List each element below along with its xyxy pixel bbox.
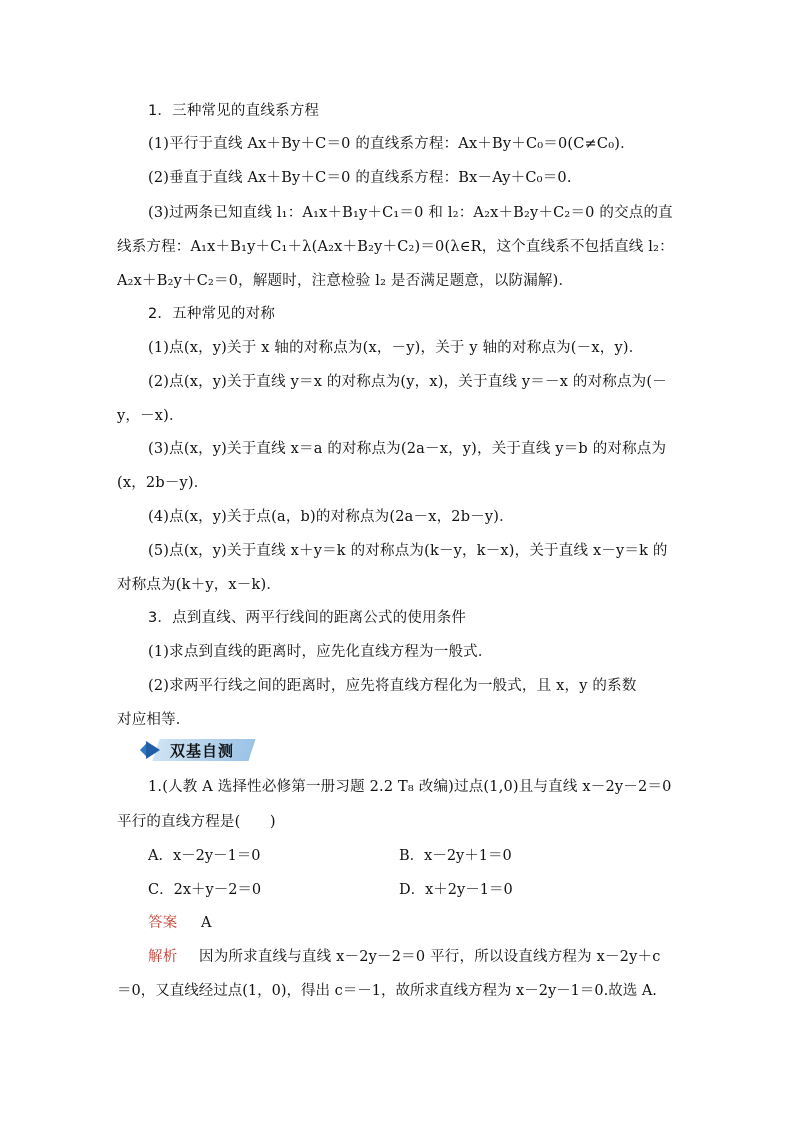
section-3-item-1: (1)求点到直线的距离时，应先化直线方程为一般式． [148, 644, 493, 660]
question-stem-line-2: 平行的直线方程是( ) [117, 814, 276, 830]
section-2-item-5-line-1: (5)点(x，y)关于直线 x＋y＝k 的对称点为(k－y，k－x)，关于直线 x－y＝k 的 [148, 543, 668, 559]
answer-row [148, 913, 683, 933]
section-2-item-4: (4)点(x，y)关于点(a，b)的对称点为(2a－x，2b－y)． [148, 509, 514, 525]
section-2-item-5-line-2: 对称点为(k＋y，x－k)． [117, 577, 282, 593]
banner-arrow-icon [146, 741, 160, 759]
option-a: A．x－2y－1＝0 [148, 848, 261, 864]
option-d: D．x＋2y－1＝0 [399, 882, 513, 898]
section-1-item-1: (1)平行于直线 Ax＋By＋C＝0 的直线系方程：Ax＋By＋C₀＝0(C≠C₀)． [148, 136, 635, 152]
question-stem-line-1: 1.(人教 A 选择性必修第一册习题 2.2 T₈ 改编)过点(1,0)且与直线 x－2y－2＝0 [148, 779, 672, 795]
self-test-banner [146, 736, 256, 764]
analysis-line-2: ＝0，又直线经过点(1，0)，得出 c＝－1，故所求直线方程为 x－2y－1＝0.故选 A. [117, 983, 657, 999]
analysis-label: 解析 [148, 949, 178, 965]
section-1-item-3-line-1: (3)过两条已知直线 l₁：A₁x＋B₁y＋C₁＝0 和 l₂：A₂x＋B₂y＋C₂＝0 的交点的直 [148, 205, 673, 221]
section-2-item-2-line-2: y，－x)． [117, 408, 184, 424]
section-1-item-2: (2)垂直于直线 Ax＋By＋C＝0 的直线系方程：Bx－Ay＋C₀＝0. [148, 170, 572, 186]
section-3-item-2-line-2: 对应相等． [117, 712, 191, 728]
section-3-item-2-line-1: (2)求两平行线之间的距离时，应先将直线方程化为一般式，且 x，y 的系数 [148, 678, 637, 694]
answer-value: A [201, 915, 212, 931]
answer-label: 答案 [148, 915, 178, 931]
section-3-heading: 3．点到直线、两平行线间的距离公式的使用条件 [148, 610, 467, 626]
section-1-item-3-line-3: A₂x＋B₂y＋C₂＝0，解题时，注意检验 l₂ 是否满足题意，以防漏解)． [117, 273, 574, 289]
section-1-item-3-line-2: 线系方程：A₁x＋B₁y＋C₁＋λ(A₂x＋B₂y＋C₂)＝0(λ∈R，这个直线系不包括直线 l₂： [117, 239, 674, 255]
section-2-item-1: (1)点(x，y)关于 x 轴的对称点为(x，－y)，关于 y 轴的对称点为(－x，y)． [148, 340, 644, 356]
section-2-item-3-line-1: (3)点(x，y)关于直线 x＝a 的对称点为(2a－x，y)，关于直线 y＝b 的对称点为 [148, 441, 667, 457]
section-2-item-2-line-1: (2)点(x，y)关于直线 y＝x 的对称点为(y，x)，关于直线 y＝－x 的对称点为(－ [148, 374, 667, 390]
section-2-heading: 2．五种常见的对称 [148, 306, 276, 322]
option-c: C．2x＋y－2＝0 [148, 882, 262, 898]
section-2-item-3-line-2: (x，2b－y)． [117, 475, 209, 491]
option-b: B．x－2y＋1＝0 [399, 848, 512, 864]
section-1-heading: 1．三种常见的直线系方程 [148, 103, 320, 119]
analysis-line-1 [148, 947, 683, 967]
analysis-text-1: 因为所求直线与直线 x－2y－2＝0 平行，所以设直线方程为 x－2y＋c [199, 949, 661, 965]
banner-label: 双基自测 [170, 742, 235, 760]
